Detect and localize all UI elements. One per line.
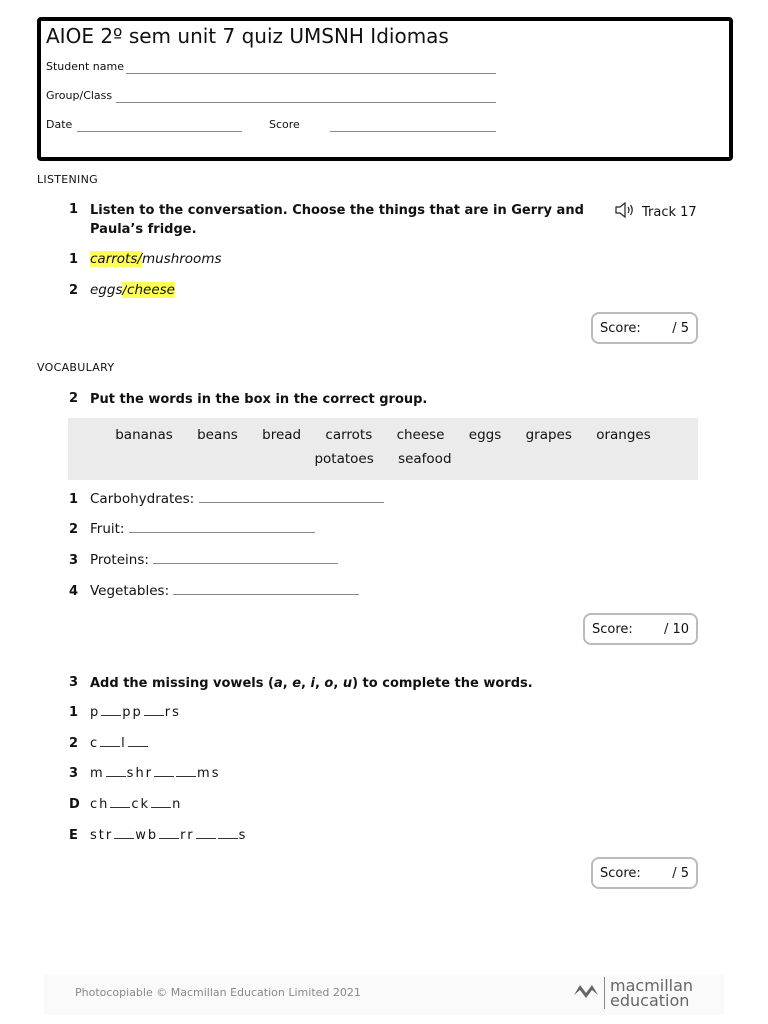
score-box <box>591 857 698 889</box>
item-number: 2 <box>69 522 79 537</box>
vowel-blank[interactable] <box>176 776 196 777</box>
score-label: Score: <box>600 865 641 881</box>
vowel-word: p pp rs <box>90 705 181 720</box>
vowel-blank[interactable] <box>101 715 121 716</box>
word: bananas <box>115 427 173 443</box>
vowel-blank[interactable] <box>218 838 238 839</box>
date-label: Date <box>46 118 73 131</box>
list-item <box>90 583 359 599</box>
score-max: / 5 <box>672 320 689 336</box>
question-number: 1 <box>69 202 79 217</box>
section-listening: LISTENING <box>37 173 98 186</box>
word-row-2 <box>68 451 698 467</box>
score-max: / 5 <box>672 865 689 881</box>
question-text: Put the words in the box in the correct group. <box>90 392 428 407</box>
score-max: / 10 <box>663 621 689 637</box>
word-row-1 <box>68 427 698 443</box>
group-class-label: Group/Class <box>46 89 113 102</box>
section-vocabulary: VOCABULARY <box>37 361 115 374</box>
item-number: 1 <box>69 492 79 507</box>
word: potatoes <box>314 451 374 467</box>
copyright-text: Photocopiable © Macmillan Education Limited 2021 <box>75 986 361 999</box>
category-label: Fruit: <box>90 521 125 537</box>
track-label: Track 17 <box>642 204 697 220</box>
item-number: 3 <box>69 766 79 781</box>
vowel-blank[interactable] <box>151 807 171 808</box>
score-label: Score: <box>600 320 641 336</box>
word: seafood <box>398 451 452 467</box>
vowel-word: m shr ms <box>90 766 221 781</box>
list-item <box>90 251 222 267</box>
item-number: 3 <box>69 553 79 568</box>
score-label: Score <box>269 118 300 131</box>
list-item <box>90 552 338 568</box>
vowel-blank[interactable] <box>110 807 130 808</box>
vowel-blank[interactable] <box>154 776 174 777</box>
word: bread <box>262 427 302 443</box>
vowel-blank[interactable] <box>106 776 126 777</box>
category-label: Proteins: <box>90 552 149 568</box>
question-number: 2 <box>69 391 79 406</box>
page-title: AIOE 2º sem unit 7 quiz UMSNH Idiomas <box>46 24 449 48</box>
item-number: 2 <box>69 283 79 298</box>
answer-blank[interactable] <box>129 532 315 533</box>
choice-a[interactable]: eggs <box>90 282 123 298</box>
item-number: 2 <box>69 736 79 751</box>
vowel-word: c l <box>90 736 149 751</box>
category-label: Vegetables: <box>90 583 170 599</box>
vowel-blank[interactable] <box>128 746 148 747</box>
logo-text: macmillan education <box>610 976 694 1010</box>
item-number: 1 <box>69 705 79 720</box>
score-box <box>583 613 698 645</box>
answer-blank[interactable] <box>173 594 359 595</box>
score-line[interactable] <box>330 131 496 132</box>
track-indicator[interactable] <box>614 201 697 223</box>
student-name-label: Student name <box>46 60 124 73</box>
footer <box>44 975 724 1015</box>
word: cheese <box>396 427 445 443</box>
answer-blank[interactable] <box>153 563 338 564</box>
macmillan-logo-icon <box>573 981 599 1005</box>
header-box <box>37 17 733 161</box>
logo-divider <box>604 977 605 1009</box>
word-box <box>68 418 698 480</box>
vowel-blank[interactable] <box>144 715 164 716</box>
word: oranges <box>596 427 651 443</box>
choice-a-selected[interactable]: carrots <box>90 251 138 267</box>
vowel-word: str wb rr s <box>90 828 248 843</box>
score-box <box>591 312 698 344</box>
item-number: 1 <box>69 252 79 267</box>
word: grapes <box>525 427 572 443</box>
list-item <box>90 521 315 537</box>
vowel-blank[interactable] <box>159 838 179 839</box>
student-name-line[interactable] <box>126 73 496 74</box>
choice-separator: / <box>137 251 142 267</box>
group-class-line[interactable] <box>116 102 496 103</box>
date-line[interactable] <box>77 131 242 132</box>
vowel-blank[interactable] <box>196 838 216 839</box>
item-number: 4 <box>69 584 79 599</box>
vowel-blank[interactable] <box>100 746 120 747</box>
word: carrots <box>325 427 373 443</box>
speaker-icon <box>614 201 636 223</box>
vowel-word: ch ck n <box>90 797 183 812</box>
macmillan-logo <box>573 977 693 1009</box>
answer-blank[interactable] <box>199 502 384 503</box>
item-number: D <box>69 797 80 812</box>
list-item <box>90 491 384 507</box>
choice-separator: / <box>122 282 128 298</box>
list-item <box>90 282 175 298</box>
question-number: 3 <box>69 675 79 690</box>
item-number: E <box>69 828 78 843</box>
choice-b-selected[interactable]: cheese <box>127 282 175 298</box>
score-label: Score: <box>592 621 633 637</box>
vowel-blank[interactable] <box>114 838 134 839</box>
category-label: Carbohydrates: <box>90 491 195 507</box>
word: beans <box>197 427 238 443</box>
word: eggs <box>468 427 502 443</box>
question-text: Add the missing vowels (a, e, i, o, u) to complete the words. <box>90 676 533 691</box>
question-text: Listen to the conversation. Choose the things that are in Gerry and Paula’s fridge. <box>90 203 584 237</box>
choice-b[interactable]: mushrooms <box>141 251 222 267</box>
